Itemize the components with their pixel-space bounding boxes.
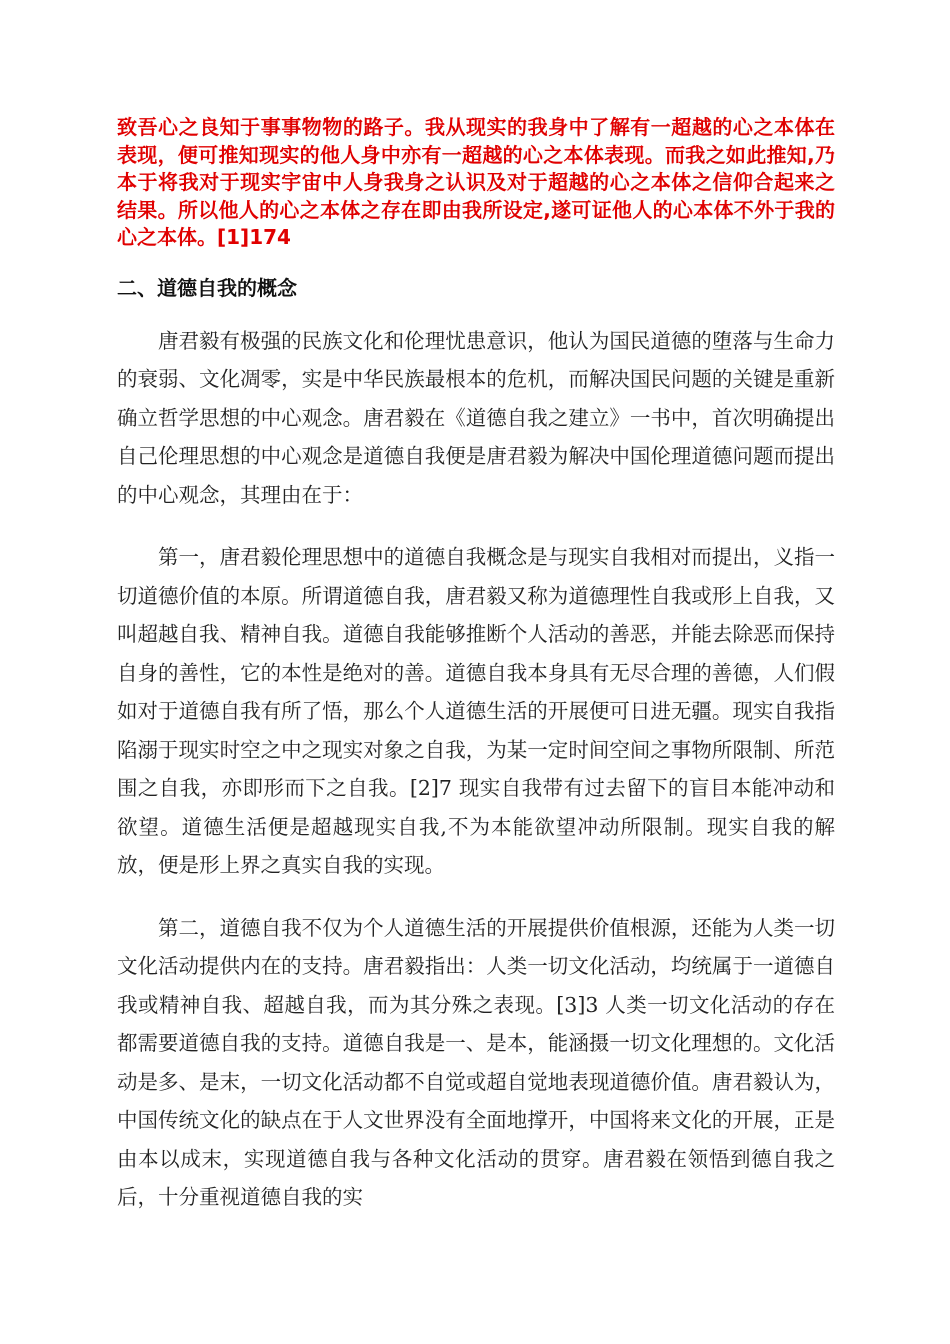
- body-paragraph-3: 第二，道德自我不仅为个人道德生活的开展提供价值根源，还能为人类一切文化活动提供内在的支持。唐君毅指出：人类一切文化活动，均统属于一道德自我或精神自我、超越自我，而为其分殊之表现。[3]3 人类一切文化活动的存在都需要道德自我的支持。道德自我是一、是本，能涵摄一切文化理想的。文化活动是多、是末，一切文化活动都不自觉或超自觉地表现道德价值。唐君毅认为，中国传统文化的缺点在于人文世界没有全面地撑开，中国将来文化的开展，正是由本以成末，实现道德自我与各种文化活动的贯穿。唐君毅在领悟到德自我之后，十分重视道德自我的实: [117, 915, 835, 1209]
- section-heading: 二、道德自我的概念: [117, 275, 297, 300]
- quoted-passage: 致吾心之良知于事事物物的路子。我从现实的我身中了解有一超越的心之本体在表现，便可推知现实的他人身中亦有一超越的心之本体表现。而我之如此推知,乃本于将我对于现实宇宙中人身我身之认识及对于超越的心之本体之信仰合起来之结果。所以他人的心之本体之存在即由我所设定,遂可证他人的心本体不外于我的心之本体。[1]174: [117, 115, 835, 249]
- document-page: [117, 114, 835, 1217]
- body-paragraph-1: 唐君毅有极强的民族文化和伦理忧患意识，他认为国民道德的堕落与生命力的衰弱、文化凋零，实是中华民族最根本的危机，而解决国民问题的关键是重新确立哲学思想的中心观念。唐君毅在《道德自我之建立》一书中，首次明确提出自己伦理思想的中心观念是道德自我便是唐君毅为解决中国伦理道德问题而提出的中心观念，其理由在于：: [117, 328, 835, 507]
- body-paragraph-2: 第一，唐君毅伦理思想中的道德自我概念是与现实自我相对而提出，义指一切道德价值的本原。所谓道德自我，唐君毅又称为道德理性自我或形上自我，又叫超越自我、精神自我。道德自我能够推断个人活动的善恶，并能去除恶而保持自身的善性，它的本性是绝对的善。道德自我本身具有无尽合理的善德，人们假如对于道德自我有所了悟，那么个人道德生活的开展便可日进无疆。现实自我指陷溺于现实时空之中之现实对象之自我，为某一定时间空间之事物所限制、所范围之自我，亦即形而下之自我。[2]7 现实自我带有过去留下的盲目本能冲动和欲望。道德生活便是超越现实自我,不为本能欲望冲动所限制。现实自我的解放，便是形上界之真实自我的实现。: [117, 545, 835, 877]
